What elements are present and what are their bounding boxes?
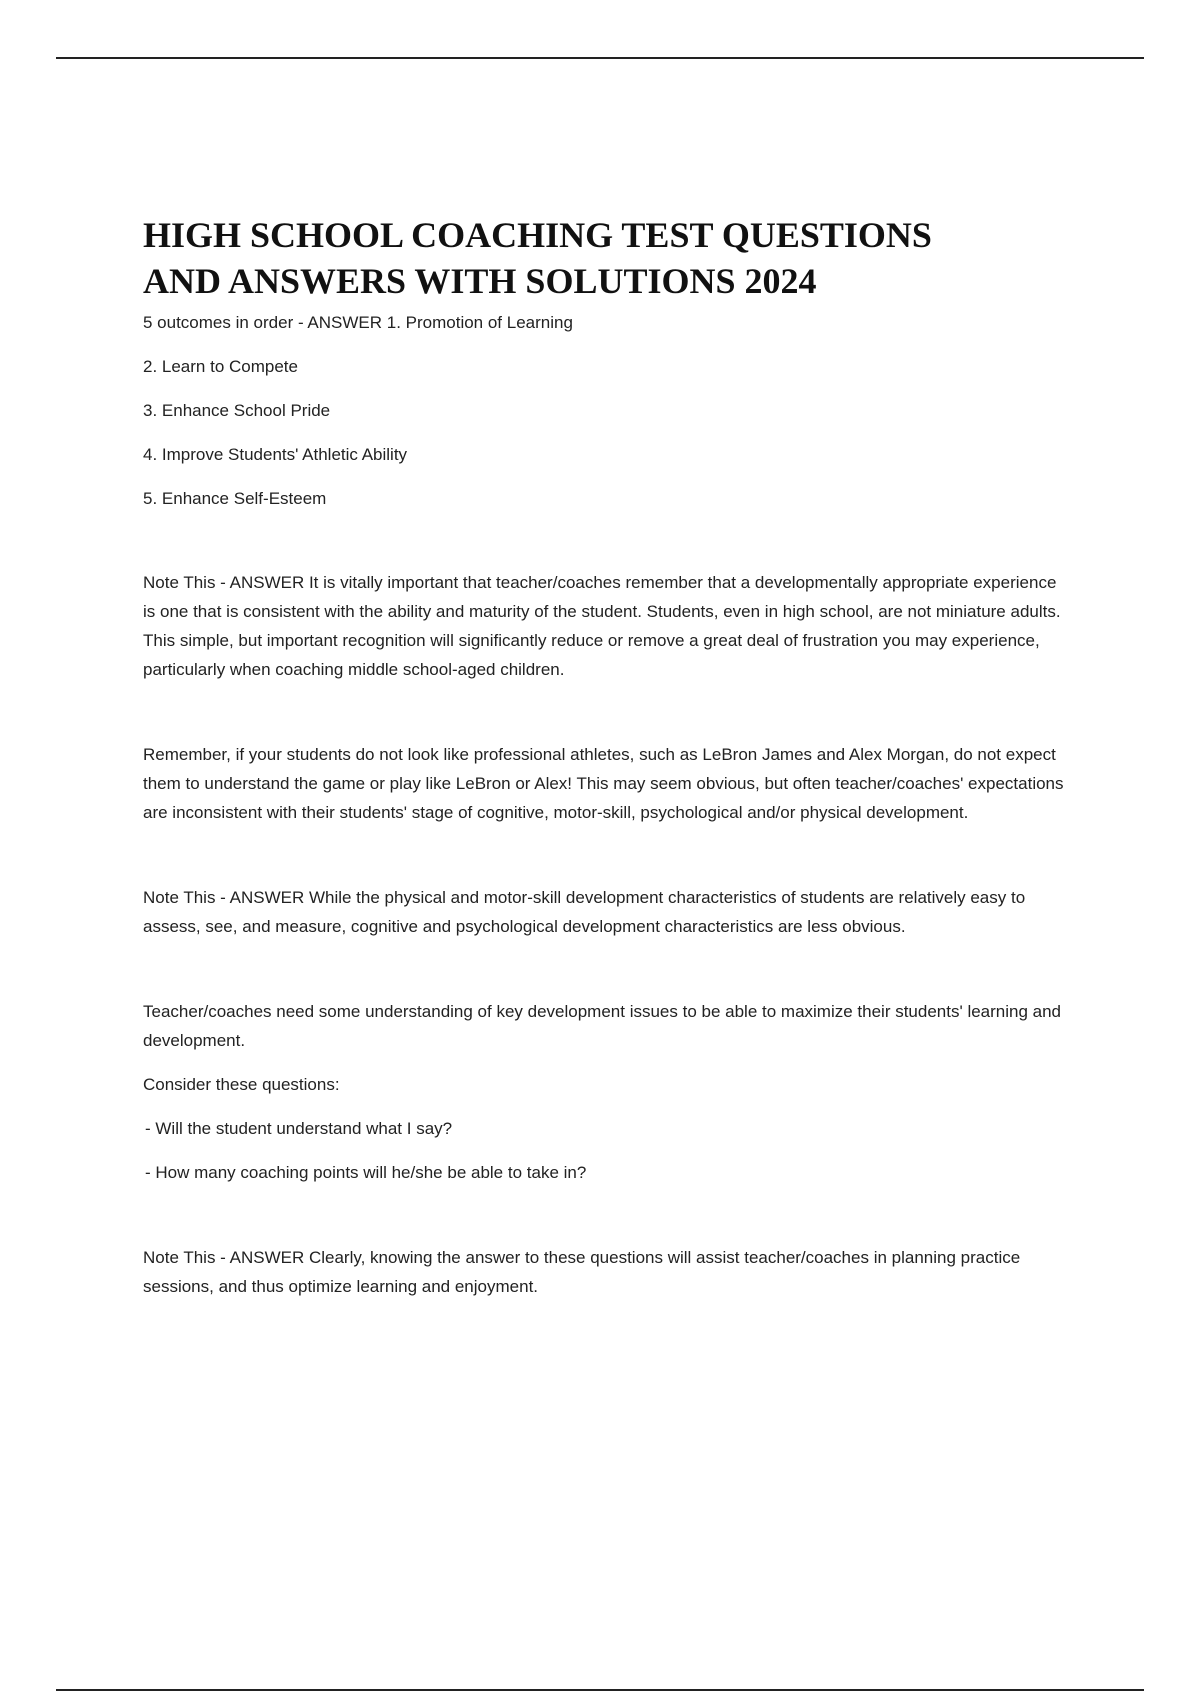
bottom-divider	[56, 1689, 1144, 1691]
top-divider	[56, 57, 1144, 59]
outcome-item-3: 3. Enhance School Pride	[143, 401, 331, 420]
document-title	[143, 212, 1073, 304]
outcomes-lead: 5 outcomes in order - ANSWER 1. Promotion of Learning	[143, 313, 573, 332]
note-paragraph-2: Note This - ANSWER While the physical and motor-skill development characteristics of students are relatively easy to assess, see, and measure, cognitive and psychological development characteristics are less obvious.	[143, 888, 1026, 936]
question-item-1: - Will the student understand what I say?	[145, 1119, 453, 1138]
question-item-2: - How many coaching points will he/she be able to take in?	[145, 1163, 587, 1182]
document-body	[143, 212, 1073, 1301]
remember-paragraph: Remember, if your students do not look like professional athletes, such as LeBron James and Alex Morgan, do not expect them to understand the game or play like LeBron or Alex! This may seem obvious, but often teacher/coaches' expectations are inconsistent with their students' stage of cognitive, motor-skill, psychological and/or physical development.	[143, 745, 1064, 822]
title-line-1: HIGH SCHOOL COACHING TEST QUESTIONS	[143, 215, 932, 255]
consider-questions: Consider these questions:	[143, 1075, 340, 1094]
title-line-2: AND ANSWERS WITH SOLUTIONS 2024	[143, 261, 817, 301]
note-paragraph-1: Note This - ANSWER It is vitally important that teacher/coaches remember that a developmentally appropriate experience is one that is consistent with the ability and maturity of the student. Students, even in high school, are not miniature adults. This simple, but important recognition will significantly reduce or remove a great deal of frustration you may experience, particularly when coaching middle school-aged children.	[143, 573, 1061, 679]
outcome-item-2: 2. Learn to Compete	[143, 357, 298, 376]
note-paragraph-3: Note This - ANSWER Clearly, knowing the answer to these questions will assist teacher/coaches in planning practice sessions, and thus optimize learning and enjoyment.	[143, 1248, 1021, 1296]
outcome-item-4: 4. Improve Students' Athletic Ability	[143, 445, 408, 464]
teacher-paragraph: Teacher/coaches need some understanding of key development issues to be able to maximize their students' learning and development.	[143, 1002, 1062, 1050]
outcome-item-5: 5. Enhance Self-Esteem	[143, 489, 327, 508]
